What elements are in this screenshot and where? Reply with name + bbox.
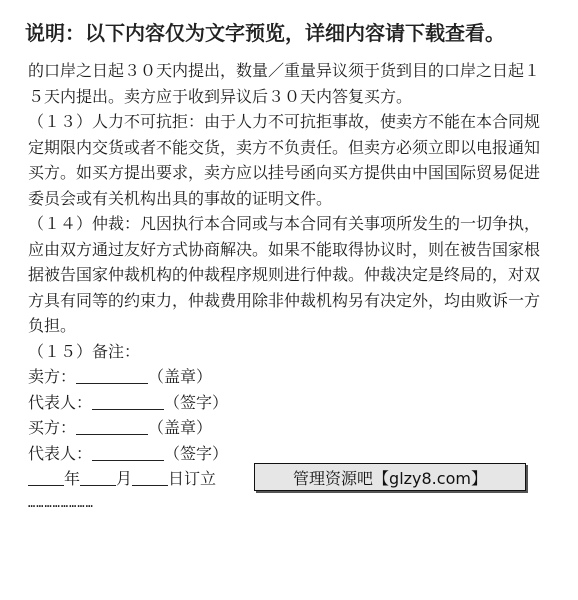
seller-representative-line [28,390,548,416]
buyer-blank [76,416,148,435]
paragraph-claims: 的口岸之日起３０天内提出，数量／重量异议须于货到目的口岸之日起１５天内提出。卖方应于收到异议后３０天内答复买方。 [28,61,541,106]
paragraph-remarks: （１５）备注： [28,341,141,361]
seller-blank [76,365,148,384]
seller-signature-line [28,364,548,390]
paragraph-force-majeure: （１３）人力不可抗拒：由于人力不可抗拒事故，使卖方不能在本合同规定期限内交货或者不能交货，卖方不负责任。但卖方必须立即以电报通知买方。如买方提出要求，卖方应以挂号函向买方提供由中国国际贸易促进委员会或有关机构出具的事故的证明文件。 [28,112,541,208]
buyer-rep-blank [92,442,164,461]
seller-label: 卖方： [28,367,77,386]
day-blank [132,467,168,486]
day-signed-label: 日订立 [168,469,217,488]
seller-rep-suffix: （签字） [164,392,229,412]
buyer-signature-line [28,415,548,441]
ellipsis-dots: …………………… [28,495,94,510]
seller-rep-blank [92,391,164,410]
buyer-rep-label: 代表人： [28,443,93,463]
buyer-label: 买方： [28,418,77,437]
preview-notice: 说明：以下内容仅为文字预览，详细内容请下载查看。 [25,21,505,45]
year-label: 年 [64,469,81,488]
paragraph-arbitration: （１４）仲裁：凡因执行本合同或与本合同有关事项所发生的一切争执，应由双方通过友好方式协商解决。如果不能取得协议时，则在被告国家根据被告国家仲裁机构的仲裁程序规则进行仲裁。仲裁决定是终局的，对双方具有同等的约束力，仲裁费用除非仲裁机构另有决定外，均由败诉一方负担。 [28,214,541,335]
buyer-suffix: （盖章） [148,418,213,437]
document-body [28,58,548,510]
source-badge: 管理资源吧【glzy8.com】 [254,463,526,491]
month-blank [80,467,116,486]
seller-rep-label: 代表人： [28,392,93,412]
month-label: 月 [116,469,133,488]
buyer-rep-suffix: （签字） [164,443,229,463]
year-blank [28,467,64,486]
seller-suffix: （盖章） [148,367,213,386]
